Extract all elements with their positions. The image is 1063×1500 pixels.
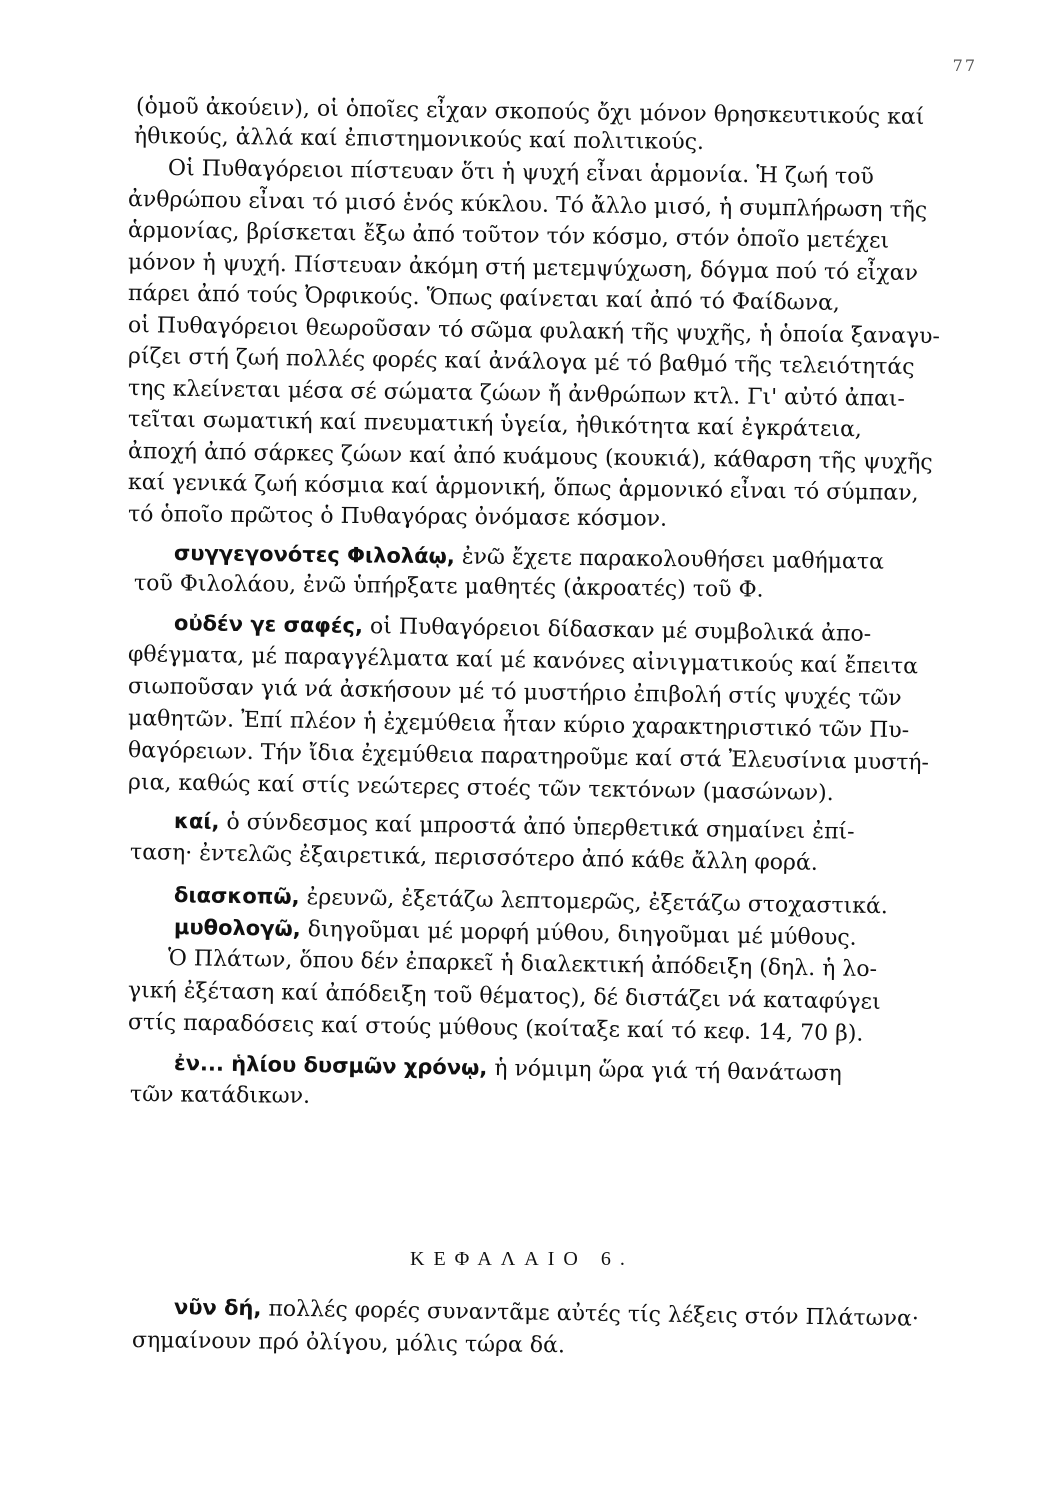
text-line: ἀνθρώπου εἶναι τό μισό ἑνός κύκλου. Τό ἄλλο μισό, ἡ συμπλήρωση τῆς — [127, 187, 928, 224]
glossary-term: καί, — [173, 809, 220, 834]
glossary-term: ἐν... ἡλίου δυσμῶν χρόνῳ, — [173, 1051, 488, 1080]
text-line: θαγόρειων. Τήν ἴδια ἐχεμύθεια παρατηροῦμε καί στά Ἐλευσίνια μυστή- — [127, 738, 930, 776]
text-line: σιωποῦσαν γιά νά ἀσκήσουν μέ τό μυστήριο ἐπιβολή στίς ψυχές τῶν — [127, 674, 902, 712]
text-line: ἁρμονίας, βρίσκεται ἔξω ἀπό τοῦτον τόν κόσμο, στόν ὁποῖο μετέχει — [127, 218, 890, 254]
text-line: ρίζει στή ζωή πολλές φορές καί ἀνάλογα μέ τό βαθμό τῆς τελειότητάς — [127, 344, 915, 380]
text-line: ταση· ἐντελῶς ἐξαιρετικά, περισσότερο ἀπό κάθε ἄλλη φορά. — [129, 840, 818, 876]
text-line: οἱ Πυθαγόρειοι θεωροῦσαν τό σῶμα φυλακή τῆς ψυχῆς, ἡ ὁποία ξαναγυ- — [127, 313, 941, 350]
glossary-entry: νῦν δή, πολλές φορές συναντᾶμε αὐτές τίς λέξεις στόν Πλάτωνα· — [173, 1295, 920, 1332]
text-line: μαθητῶν. Ἐπί πλέον ἡ ἐχεμύθεια ἦταν κύριο χαρακτηριστικό τῶν Πυ- — [127, 706, 910, 744]
glossary-entry: διασκοπῶ, ἐρευνῶ, ἐξετάζω λεπτομερῶς, ἐξετάζω στοχαστικά. — [173, 883, 889, 920]
text-line: ρια, καθώς καί στίς νεώτερες στοές τῶν τεκτόνων (μασώνων). — [127, 770, 834, 807]
glossary-entry: συγγεγονότες Φιλολάῳ, ἐνῶ ἔχετε παρακολουθήσει μαθήματα — [173, 541, 885, 575]
text-line: τό ὁποῖο πρῶτος ὁ Πυθαγόρας ὀνόμασε κόσμον. — [127, 502, 668, 532]
chapter-heading: ΚΕΦΑΛΑΙΟ 6. — [410, 1248, 634, 1270]
text-line: πάρει ἀπό τούς Ὀρφικούς. Ὅπως φαίνεται καί ἀπό τό Φαίδωνα, — [127, 281, 841, 316]
text-line: σημαίνουν πρό ὀλίγου, μόλις τώρα δά. — [131, 1328, 566, 1359]
glossary-entry: οὐδέν γε σαφές, οἱ Πυθαγόρειοι δίδασκαν μέ συμβολικά ἀπο- — [173, 611, 872, 647]
text-line: τεῖται σωματική καί πνευματική ὑγεία, ἠθικότητα καί ἐγκράτεια, — [127, 407, 863, 443]
text-line: της κλείνεται μέσα σέ σώματα ζώων ἤ ἀνθρώπων κτλ. Γι' αὐτό ἀπαι- — [127, 376, 906, 412]
text-line: Οἱ Πυθαγόρειοι πίστευαν ὅτι ἡ ψυχή εἶναι ἁρμονία. Ἡ ζωή τοῦ — [167, 156, 874, 190]
text-line: φθέγματα, μέ παραγγέλματα καί μέ κανόνες αἰνιγματικούς καί ἔπειτα — [127, 642, 919, 680]
glossary-term: διασκοπῶ, — [173, 883, 300, 909]
text-line: μόνον ἡ ψυχή. Πίστευαν ἀκόμη στή μετεμψύχωση, δόγμα πού τό εἶχαν — [127, 250, 919, 287]
text-line: ἠθικούς, ἀλλά καί ἐπιστημονικούς καί πολιτικούς. — [133, 124, 705, 155]
text-line: καί γενικά ζωή κόσμια καί ἁρμονική, ὅπως ἁρμονικό εἶναι τό σύμπαν, — [127, 470, 919, 507]
text-line: στίς παραδόσεις καί στούς μύθους (κοίταξε καί τό κεφ. 14, 70 β). — [127, 1010, 864, 1047]
glossary-entry: μυθολογῶ, διηγοῦμαι μέ μορφή μύθου, διηγοῦμαι μέ μύθους. — [173, 915, 857, 951]
glossary-entry: ἐν... ἡλίου δυσμῶν χρόνῳ, ἡ νόμιμη ὥρα γιά τή θανάτωση — [173, 1051, 843, 1087]
text-line: τοῦ Φιλολάου, ἐνῶ ὑπήρξατε μαθητές (ἀκροατές) τοῦ Φ. — [133, 571, 764, 603]
glossary-term: οὐδέν γε σαφές, — [173, 611, 364, 638]
page-number: 77 — [952, 56, 977, 75]
text-line: ἀποχή ἀπό σάρκες ζώων καί ἀπό κυάμους (κουκιά), κάθαρση τῆς ψυχῆς — [127, 439, 933, 476]
glossary-term: νῦν δή, — [173, 1295, 262, 1321]
text-line: Ὁ Πλάτων, ὅπου δέν ἐπαρκεῖ ἡ διαλεκτική ἀπόδειξη (δηλ. ἡ λο- — [167, 946, 878, 983]
text-line: γική ἐξέταση καί ἀπόδειξη τοῦ θέματος), δέ διστάζει νά καταφύγει — [127, 978, 881, 1015]
glossary-term: συγγεγονότες Φιλολάῳ, — [173, 541, 455, 569]
glossary-term: μυθολογῶ, — [173, 915, 301, 941]
text-line: τῶν κατάδικων. — [129, 1082, 311, 1109]
glossary-entry: καί, ὁ σύνδεσμος καί μπροστά ἀπό ὑπερθετικά σημαίνει ἐπί- — [173, 809, 855, 845]
text-line: (ὁμοῦ ἀκούειν), οἱ ὁποῖες εἶχαν σκοπούς ὄχι μόνον θρησκευτικούς καί — [135, 94, 925, 131]
